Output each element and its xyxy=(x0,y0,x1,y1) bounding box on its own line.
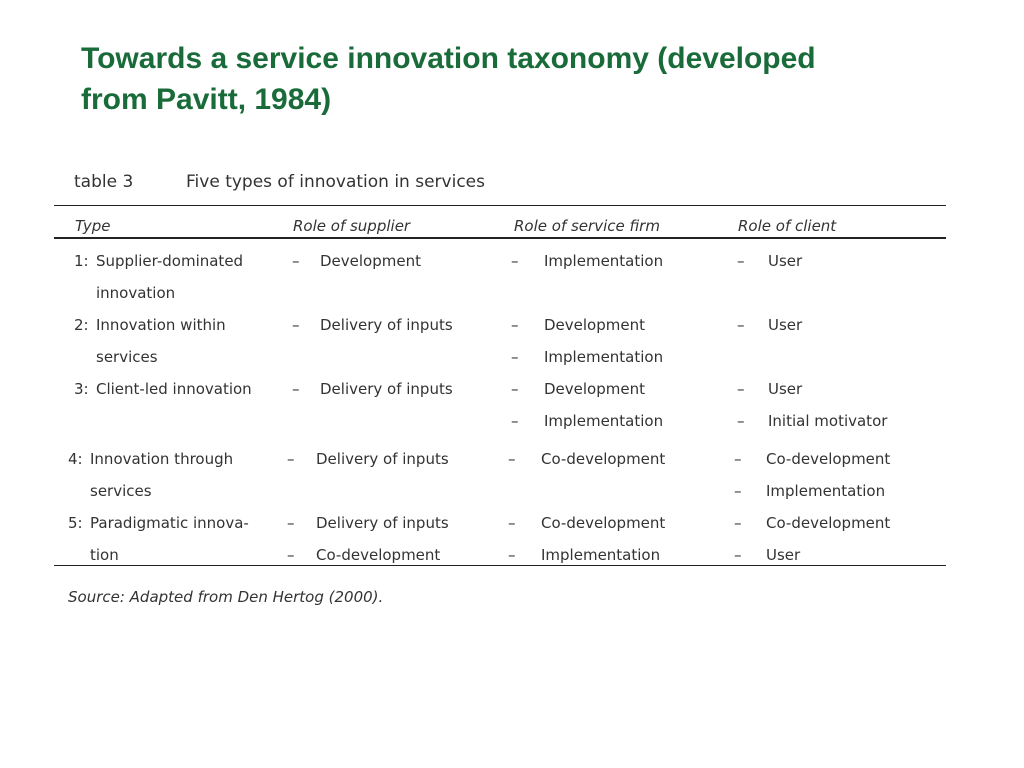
header-role-of-supplier: Role of supplier xyxy=(293,217,411,235)
list-dash: – xyxy=(511,412,519,430)
innovation-type: Innovation within xyxy=(96,316,226,334)
header-role-of-service-firm: Role of service firm xyxy=(514,217,660,235)
list-dash: – xyxy=(287,546,295,564)
role-client-item: User xyxy=(768,316,803,334)
list-dash: – xyxy=(292,380,300,398)
innovation-type: Client-led innovation xyxy=(96,380,252,398)
role-client-item: Implementation xyxy=(766,482,886,500)
innovation-type: Supplier-dominated xyxy=(96,252,244,270)
role-firm-item: Implementation xyxy=(544,252,664,270)
role-supplier-item: Delivery of inputs xyxy=(320,316,453,334)
list-dash: – xyxy=(511,252,519,270)
role-client-item: Co-development xyxy=(766,514,891,532)
row-number: 1: xyxy=(74,252,89,270)
role-supplier-item: Delivery of inputs xyxy=(316,450,449,468)
list-dash: – xyxy=(287,450,295,468)
role-client-item: User xyxy=(768,252,803,270)
list-dash: – xyxy=(734,514,742,532)
innovation-type: Innovation through xyxy=(90,450,234,468)
role-firm-item: Co-development xyxy=(541,450,666,468)
role-firm-item: Development xyxy=(544,316,645,334)
list-dash: – xyxy=(511,316,519,334)
role-supplier-item: Delivery of inputs xyxy=(316,514,449,532)
role-supplier-item: Co-development xyxy=(316,546,441,564)
row-number: 4: xyxy=(68,450,83,468)
header-role-of-client: Role of client xyxy=(738,217,837,235)
innovation-type: Paradigmatic innova- xyxy=(90,514,249,532)
list-dash: – xyxy=(737,316,745,334)
table-source-note: Source: Adapted from Den Hertog (2000). xyxy=(68,588,384,606)
list-dash: – xyxy=(737,412,745,430)
row-number: 3: xyxy=(74,380,89,398)
innovation-type: innovation xyxy=(96,284,176,302)
table-title: Five types of innovation in services xyxy=(186,172,485,192)
role-firm-item: Implementation xyxy=(544,412,664,430)
role-client-item: User xyxy=(766,546,801,564)
list-dash: – xyxy=(292,316,300,334)
table-label: table 3 xyxy=(74,172,134,192)
table-top-rule xyxy=(54,205,946,206)
slide-title-line-1: Towards a service innovation taxonomy (developed xyxy=(81,42,816,75)
table-header-rule xyxy=(54,237,946,239)
role-firm-item: Implementation xyxy=(544,348,664,366)
role-client-item: User xyxy=(768,380,803,398)
role-client-item: Initial motivator xyxy=(768,412,888,430)
table-bottom-rule xyxy=(54,565,946,566)
list-dash: – xyxy=(508,514,516,532)
list-dash: – xyxy=(508,546,516,564)
list-dash: – xyxy=(287,514,295,532)
slide-title xyxy=(81,38,981,120)
role-supplier-item: Delivery of inputs xyxy=(320,380,453,398)
list-dash: – xyxy=(511,380,519,398)
list-dash: – xyxy=(734,546,742,564)
list-dash: – xyxy=(734,450,742,468)
role-firm-item: Implementation xyxy=(541,546,661,564)
list-dash: – xyxy=(508,450,516,468)
role-firm-item: Co-development xyxy=(541,514,666,532)
list-dash: – xyxy=(292,252,300,270)
innovation-type: services xyxy=(96,348,158,366)
list-dash: – xyxy=(734,482,742,500)
list-dash: – xyxy=(737,380,745,398)
header-type: Type xyxy=(75,217,111,235)
row-number: 5: xyxy=(68,514,83,532)
role-client-item: Co-development xyxy=(766,450,891,468)
innovation-type: services xyxy=(90,482,152,500)
role-supplier-item: Development xyxy=(320,252,421,270)
innovation-type: tion xyxy=(90,546,119,564)
role-firm-item: Development xyxy=(544,380,645,398)
row-number: 2: xyxy=(74,316,89,334)
slide-title-line-2: from Pavitt, 1984) xyxy=(81,83,332,116)
list-dash: – xyxy=(511,348,519,366)
list-dash: – xyxy=(737,252,745,270)
